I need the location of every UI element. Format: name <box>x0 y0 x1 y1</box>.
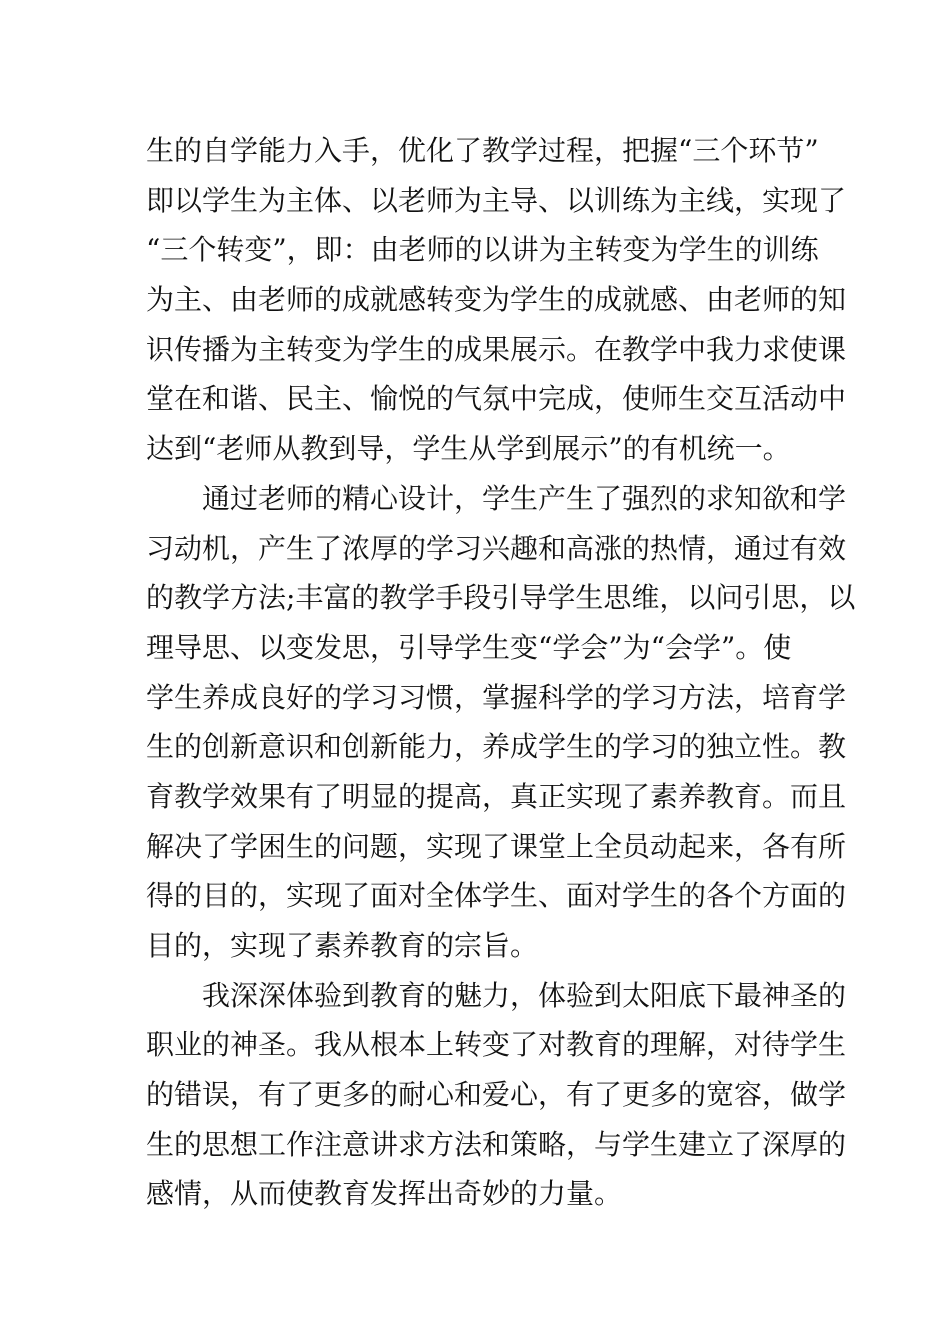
text-line: 理导思、以变发思，引导学生变“学会”为“会学”。使 <box>146 630 792 664</box>
paragraph-1 <box>146 126 847 474</box>
text-line: 识传播为主转变为学生的成果展示。在教学中我力求使课 <box>146 332 847 366</box>
body-text <box>146 126 856 1219</box>
text-line: 的教学方法;丰富的教学手段引导学生思维，以问引思，以 <box>146 581 856 615</box>
text-line: 达到“老师从教到导，学生从学到展示”的有机统一。 <box>146 432 791 466</box>
text-line: 堂在和谐、民主、愉悦的气氛中完成，使师生交互活动中 <box>146 382 847 416</box>
text-line: 的错误，有了更多的耐心和爱心，有了更多的宽容，做学 <box>146 1078 847 1112</box>
text-line: 育教学效果有了明显的提高，真正实现了素养教育。而且 <box>146 779 847 813</box>
text-line: 即以学生为主体、以老师为主导、以训练为主线，实现了 <box>146 183 847 217</box>
text-line: 生的思想工作注意讲求方法和策略，与学生建立了深厚的 <box>146 1127 847 1161</box>
text-line: 感情，从而使教育发挥出奇妙的力量。 <box>146 1177 623 1211</box>
text-line: 为主、由老师的成就感转变为学生的成就感、由老师的知 <box>146 283 847 317</box>
paragraph-3 <box>146 971 847 1219</box>
text-line: 习动机，产生了浓厚的学习兴趣和高涨的热情，通过有效 <box>146 531 847 565</box>
paragraph-2 <box>146 474 856 971</box>
text-line: 职业的神圣。我从根本上转变了对教育的理解，对待学生 <box>146 1028 847 1062</box>
text-line: “三个转变”，即：由老师的以讲为主转变为学生的训练 <box>146 233 819 267</box>
text-line: 目的，实现了素养教育的宗旨。 <box>146 929 539 962</box>
text-line: 通过老师的精心设计，学生产生了强烈的求知欲和学 <box>202 481 847 515</box>
text-line: 我深深体验到教育的魅力，体验到太阳底下最神圣的 <box>202 978 847 1012</box>
text-line: 生的自学能力入手，优化了教学过程，把握“三个环节” <box>146 134 819 167</box>
text-line: 生的创新意识和创新能力，养成学生的学习的独立性。教 <box>146 730 847 764</box>
text-line: 得的目的，实现了面对全体学生、面对学生的各个方面的 <box>146 879 847 913</box>
text-line: 解决了学困生的问题，实现了课堂上全员动起来，各有所 <box>146 829 847 863</box>
text-line: 学生养成良好的学习习惯，掌握科学的学习方法，培育学 <box>146 680 847 714</box>
